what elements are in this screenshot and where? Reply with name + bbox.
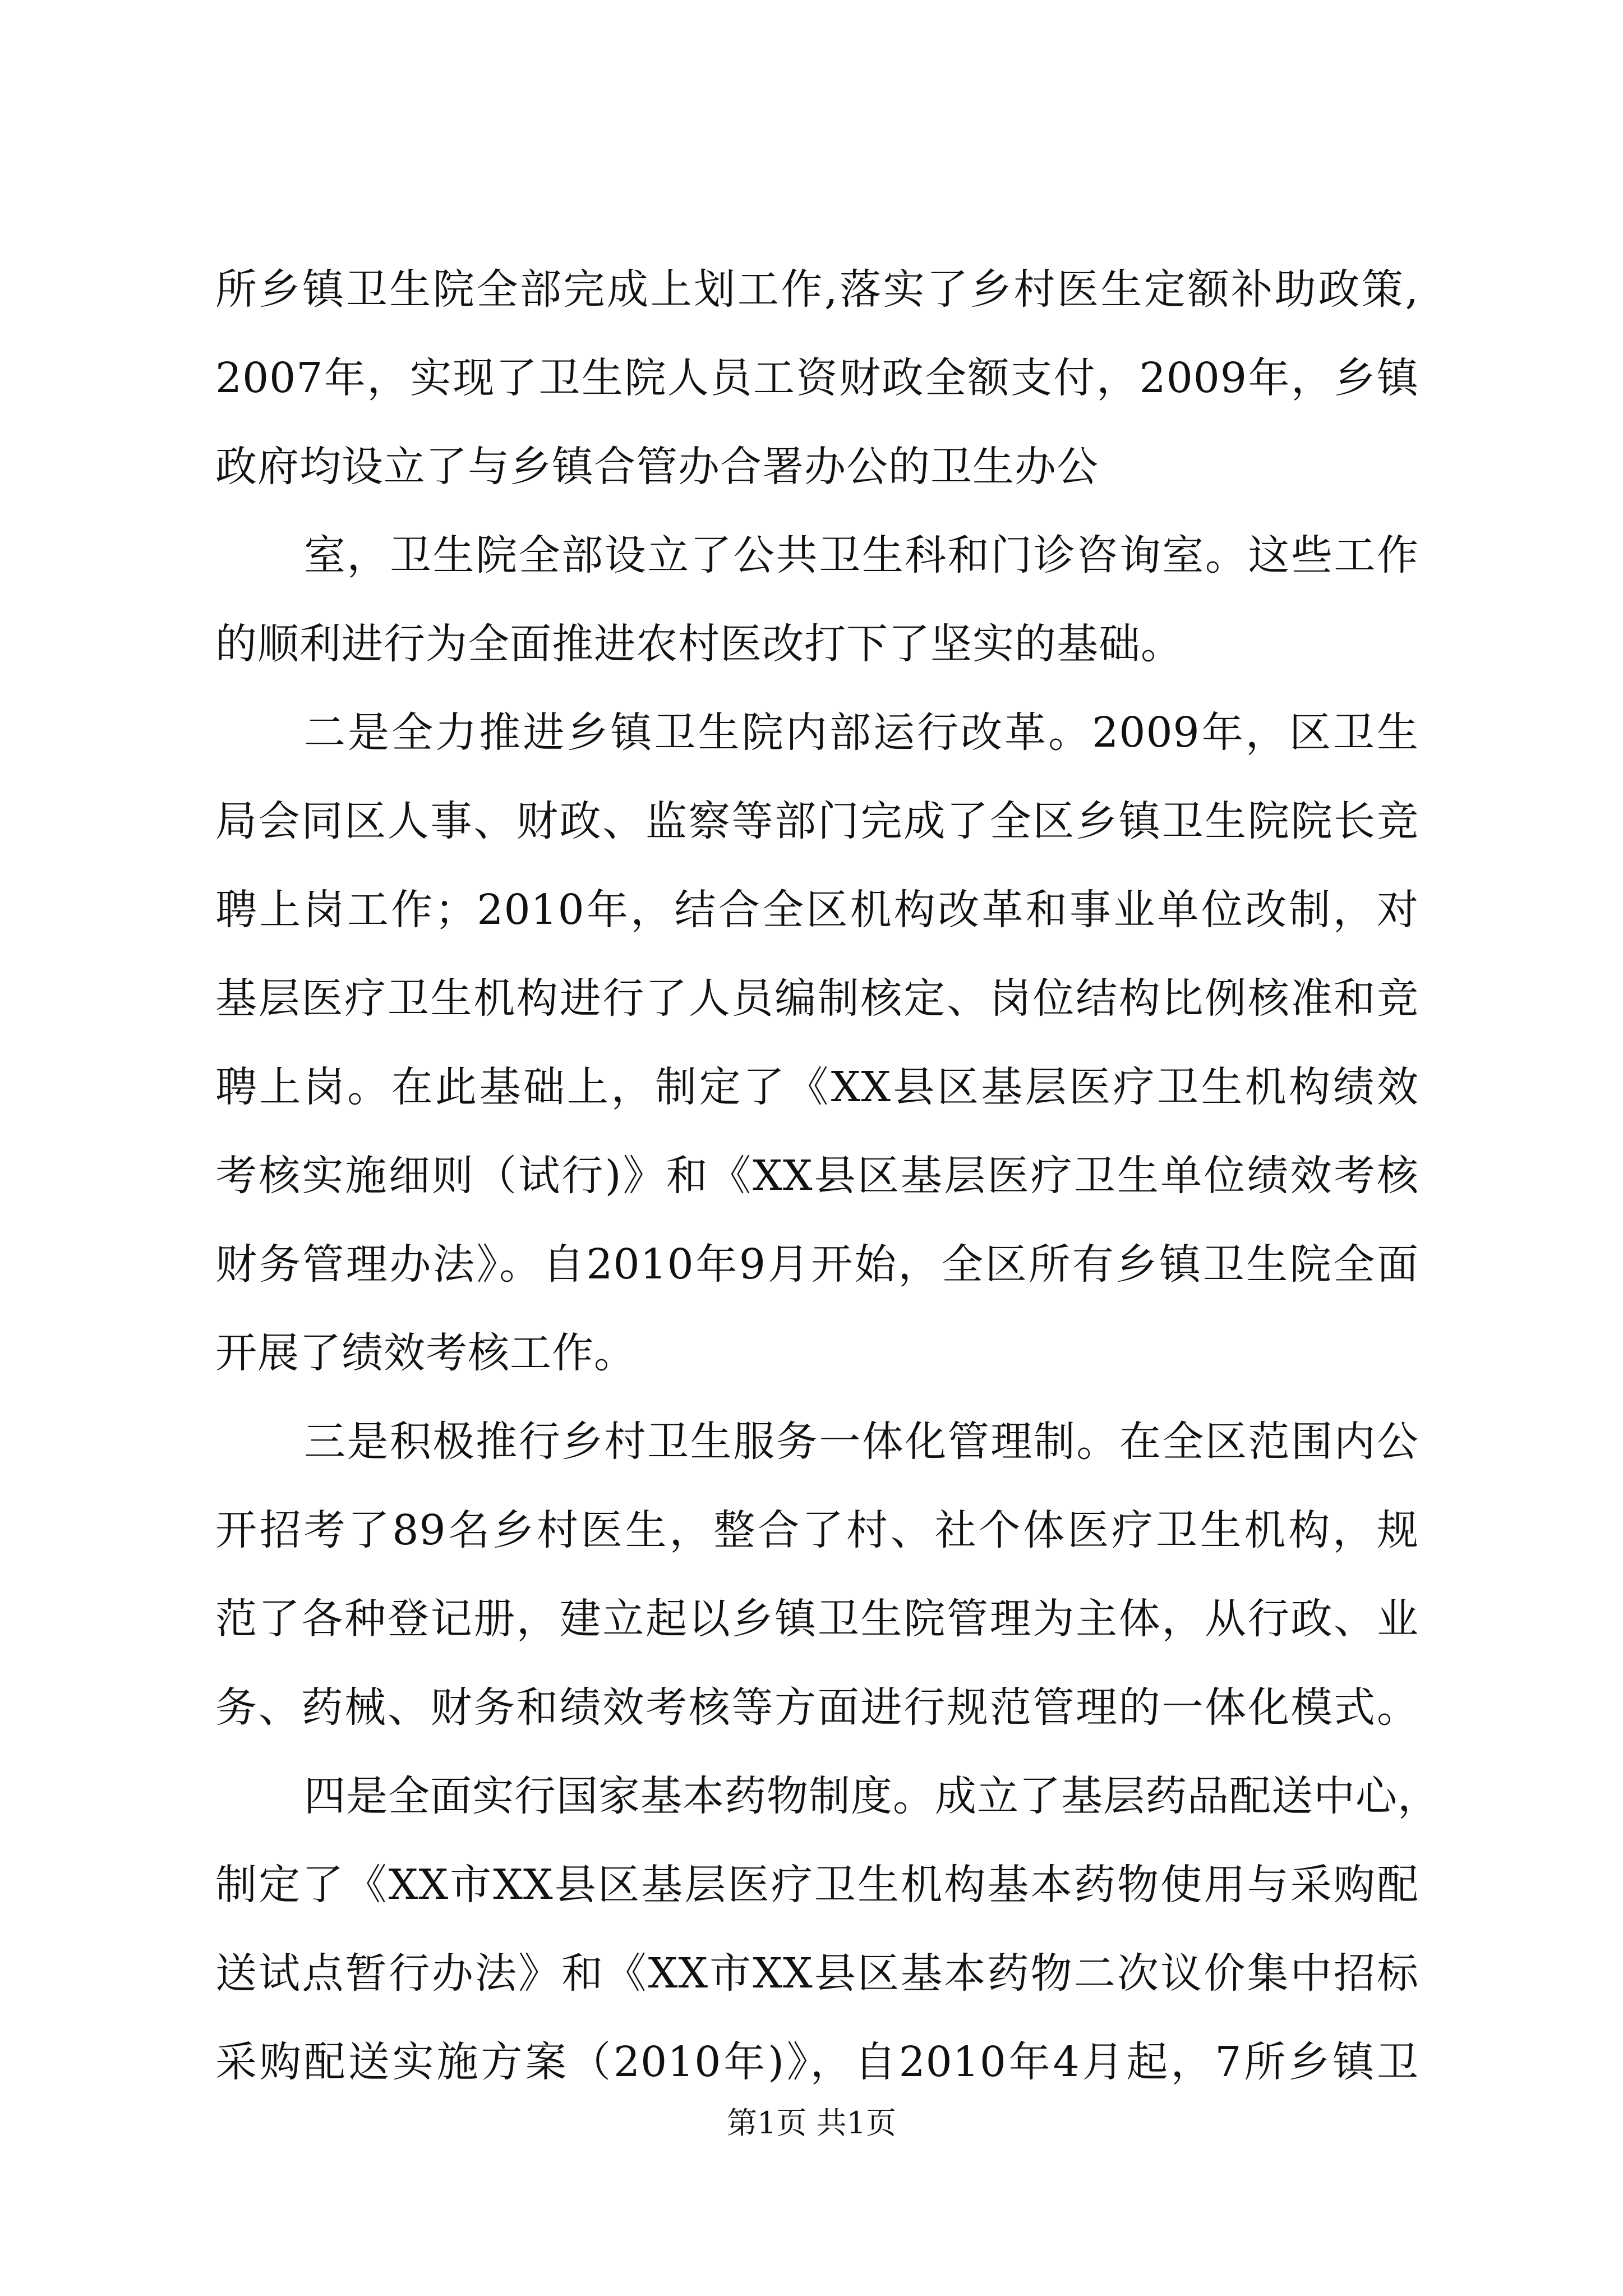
text-line-11: 考核实施细则（试行)》和《XX县区基层医疗卫生单位绩效考核	[215, 1152, 1419, 1200]
text-line-12: 财务管理办法》。自2010年9月开始，全区所有乡镇卫生院全面	[215, 1240, 1419, 1289]
text-line-14: 三是积极推行乡村卫生服务一体化管理制。在全区范围内公	[304, 1418, 1419, 1466]
text-line-9: 基层医疗卫生机构进行了人员编制核定、岗位结构比例核准和竞	[215, 974, 1419, 1023]
text-line-19: 制定了《XX市XX县区基层医疗卫生机构基本药物使用与采购配	[215, 1861, 1419, 1909]
text-line-3: 政府均设立了与乡镇合管办合署办公的卫生办公	[215, 443, 1099, 491]
page-footer: 第1页 共1页	[727, 2105, 896, 2141]
text-line-6: 二是全力推进乡镇卫生院内部运行改革。2009年，区卫生	[304, 708, 1419, 757]
text-line-1: 所乡镇卫生院全部完成上划工作,落实了乡村医生定额补助政策,	[215, 265, 1419, 314]
text-line-17: 务、药械、财务和绩效考核等方面进行规范管理的一体化模式。	[215, 1683, 1419, 1732]
text-line-13: 开展了绩效考核工作。	[215, 1329, 636, 1377]
text-line-18: 四是全面实行国家基本药物制度。成立了基层药品配送中心，	[304, 1772, 1440, 1820]
text-line-15: 开招考了89名乡村医生，整合了村、社个体医疗卫生机构，规	[215, 1506, 1419, 1554]
text-line-10: 聘上岗。在此基础上，制定了《XX县区基层医疗卫生机构绩效	[215, 1063, 1419, 1111]
text-line-20: 送试点暂行办法》和《XX市XX县区基本药物二次议价集中招标	[215, 1949, 1419, 1998]
text-line-4: 室，卫生院全部设立了公共卫生科和门诊咨询室。这些工作	[304, 531, 1419, 579]
text-line-21: 采购配送实施方案（2010年)》，自2010年4月起，7所乡镇卫	[215, 2038, 1419, 2086]
text-line-7: 局会同区人事、财政、监察等部门完成了全区乡镇卫生院院长竞	[215, 797, 1419, 845]
text-line-2: 2007年，实现了卫生院人员工资财政全额支付，2009年，乡镇	[215, 354, 1419, 402]
text-line-16: 范了各种登记册，建立起以乡镇卫生院管理为主体，从行政、业	[215, 1595, 1419, 1643]
text-line-8: 聘上岗工作；2010年，结合全区机构改革和事业单位改制，对	[215, 886, 1419, 934]
text-line-5: 的顺利进行为全面推进农村医改打下了坚实的基础。	[215, 620, 1183, 668]
